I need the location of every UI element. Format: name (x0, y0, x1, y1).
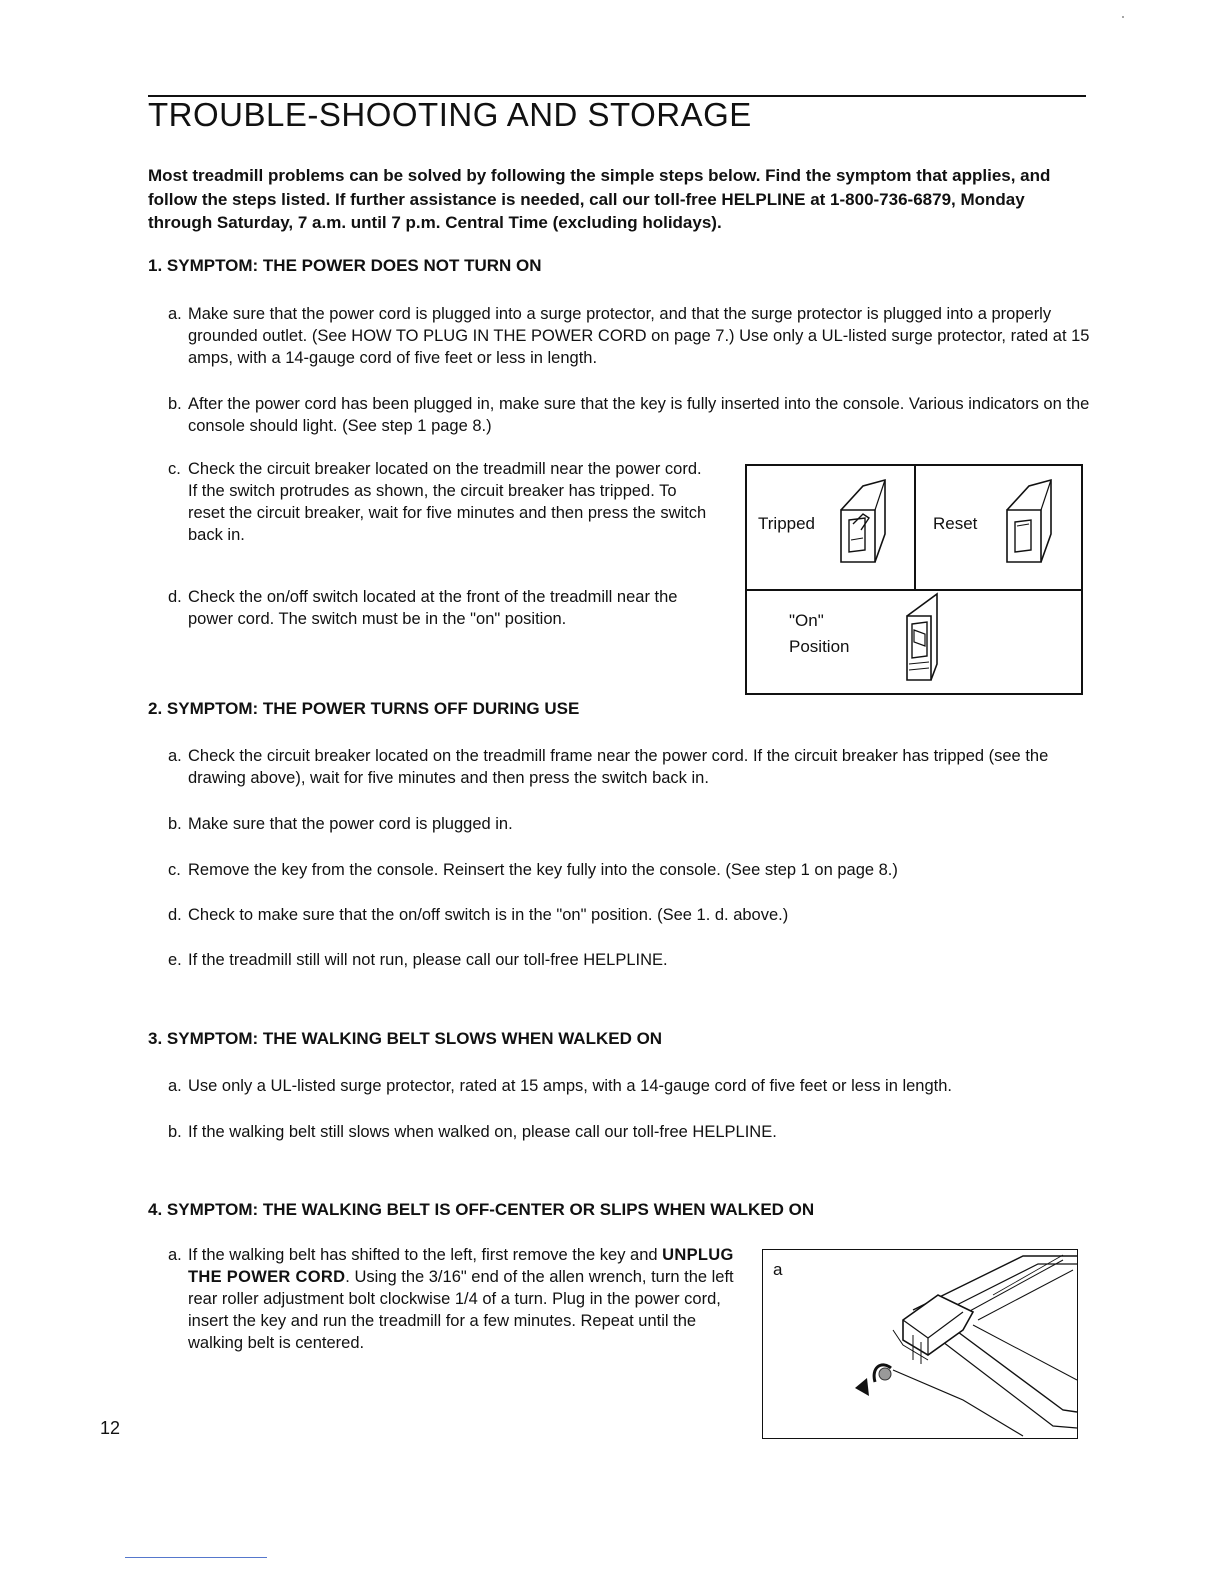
figure-divider-horizontal (747, 589, 1081, 591)
step-letter: d. (168, 906, 182, 924)
step-text: Check the circuit breaker located on the treadmill frame near the power cord. If the circuit breaker has tripped (see the drawing above), wait for five minutes and then press the switch back in. (188, 747, 1049, 787)
reset-label: Reset (933, 514, 978, 533)
on-label: "On" (789, 611, 824, 630)
step-letter: b. (168, 395, 182, 413)
step-letter: a. (168, 747, 182, 765)
position-label: Position (789, 637, 850, 656)
figure-divider-vertical (914, 466, 916, 590)
symptom-2-step-e (168, 949, 1068, 971)
tripped-label: Tripped (758, 514, 816, 533)
step-text: Make sure that the power cord is plugged in. (188, 815, 513, 833)
symptom-3-step-b (168, 1121, 1088, 1143)
symptom-2-step-a (168, 745, 1068, 789)
unplug-warning: UNPLUG THE POWER CORD (188, 1246, 734, 1286)
symptom-4-heading: 4. SYMPTOM: THE WALKING BELT IS OFF-CENTER OR SLIPS WHEN WALKED ON (148, 1200, 815, 1219)
symptom-3-heading: 3. SYMPTOM: THE WALKING BELT SLOWS WHEN WALKED ON (148, 1029, 663, 1048)
step-letter: a. (168, 1077, 182, 1095)
reset-switch-icon (1005, 480, 1053, 570)
step-text: Remove the key from the console. Reinsert the key fully into the console. (See step 1 on page 8.) (188, 861, 898, 879)
symptom-1-heading: 1. SYMPTOM: THE POWER DOES NOT TURN ON (148, 256, 542, 275)
page-title: TROUBLE-SHOOTING AND STORAGE (148, 96, 752, 133)
symptom-1-step-c (168, 458, 708, 546)
step-text-rest: . Using the 3/16" end of the allen wrench, turn the left rear roller adjustment bolt clockwise 1/4 of a turn. Plug in the power cord, insert the key and run the treadmill for a few minutes. Repeat until the walking belt is centered. (188, 1268, 734, 1352)
step-text: After the power cord has been plugged in, make sure that the key is fully inserted into the console. Various indicators on the console should light. (See step 1 page 8.) (188, 395, 1090, 435)
step-letter: a. (168, 1246, 182, 1264)
step-letter: c. (168, 861, 181, 879)
step-text: If the treadmill still will not run, please call our toll-free HELPLINE. (188, 951, 668, 969)
symptom-2-step-b (168, 813, 1068, 835)
intro-paragraph: Most treadmill problems can be solved by following the simple steps below. Find the symptom that applies, and follow the steps listed. If further assistance is needed, call our toll-free HELPLINE at 1-800-736-6879, Monday through Saturday, 7 a.m. until 7 p.m. Central Time (excluding holidays). (148, 166, 1051, 232)
tripped-switch-icon (839, 480, 887, 570)
step-text: Check the circuit breaker located on the treadmill near the power cord. If the switch protrudes as shown, the circuit breaker has tripped. To reset the circuit breaker, wait for five minutes and then press the switch back in. (188, 460, 707, 544)
step-text: Use only a UL-listed surge protector, rated at 15 amps, with a 14-gauge cord of five feet or less in length. (188, 1077, 952, 1095)
symptom-1-step-d (168, 586, 718, 630)
symptom-2-heading: 2. SYMPTOM: THE POWER TURNS OFF DURING USE (148, 699, 580, 718)
step-letter: c. (168, 460, 181, 478)
symptom-2-step-d (168, 904, 1068, 926)
switch-figure (745, 464, 1083, 695)
step-letter: b. (168, 1123, 182, 1141)
step-letter: e. (168, 951, 182, 969)
step-letter: a. (168, 305, 182, 323)
figure-label-a: a (773, 1260, 783, 1279)
on-switch-icon (903, 594, 947, 684)
symptom-1-step-a (168, 303, 1100, 369)
footer-line (125, 1557, 267, 1558)
step-text: Check the on/off switch located at the front of the treadmill near the power cord. The switch must be in the "on" position. (188, 588, 678, 628)
scan-speck (1122, 16, 1124, 18)
step-text-intro: If the walking belt has shifted to the left, first remove the key and (188, 1246, 663, 1264)
step-text: Check to make sure that the on/off switch is in the "on" position. (See 1. d. above.) (188, 906, 789, 924)
symptom-3-step-a (168, 1075, 1088, 1097)
step-letter: d. (168, 588, 182, 606)
step-text: Make sure that the power cord is plugged into a surge protector, and that the surge protector is plugged into a properly grounded outlet. (See HOW TO PLUG IN THE POWER CORD on page 7.) Use only a UL-listed surge protector, rated at 15 amps, with a 14-gauge cord of five feet or less in length. (188, 305, 1090, 367)
symptom-4-step-a (168, 1244, 744, 1354)
treadmill-roller-drawing (763, 1250, 1077, 1438)
page-number: 12 (100, 1418, 121, 1438)
step-text: If the walking belt still slows when walked on, please call our toll-free HELPLINE. (188, 1123, 777, 1141)
step-letter: b. (168, 815, 182, 833)
symptom-2-step-c (168, 859, 1068, 881)
roller-adjustment-figure (762, 1249, 1078, 1439)
symptom-1-step-b (168, 393, 1100, 437)
